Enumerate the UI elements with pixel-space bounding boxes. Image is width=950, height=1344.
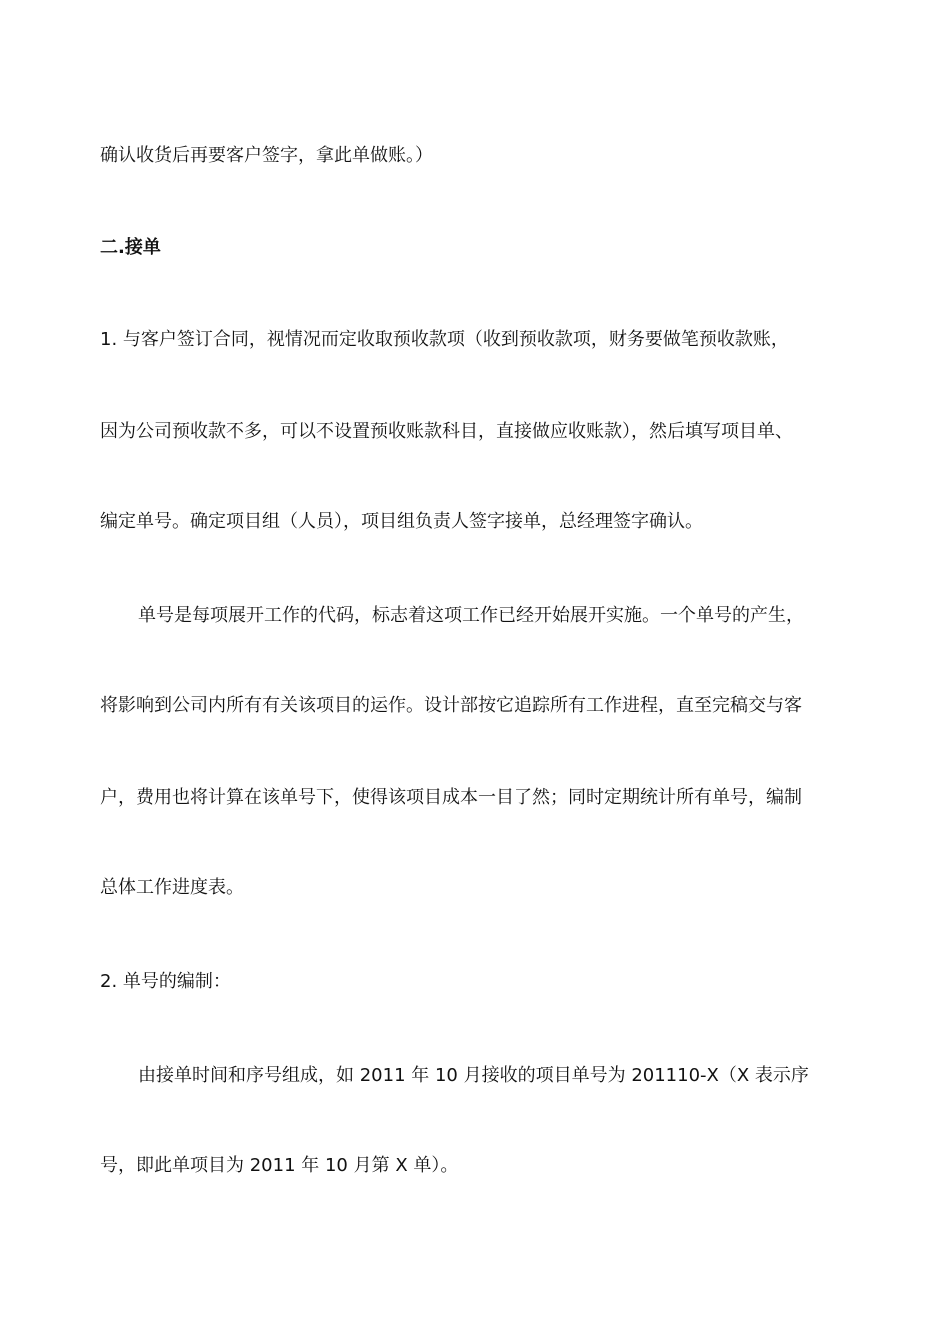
paragraph-line: 编定单号。确定项目组（人员），项目组负责人签字接单，总经理签字确认。	[100, 511, 703, 532]
paragraph-line: 确认收货后再要客户签字，拿此单做账。）	[100, 145, 433, 166]
paragraph-line: 单号是每项展开工作的代码，标志着这项工作已经开始展开实施。一个单号的产生，	[138, 605, 804, 626]
section-heading: 二.接单	[100, 237, 161, 258]
paragraph-line: 总体工作进度表。	[100, 877, 244, 898]
paragraph-line: 号，即此单项目为 2011 年 10 月第 X 单）。	[100, 1155, 459, 1176]
paragraph-line: 2. 单号的编制：	[100, 971, 231, 992]
paragraph-line: 将影响到公司内所有有关该项目的运作。设计部按它追踪所有工作进程，直至完稿交与客	[100, 695, 802, 716]
paragraph-line: 户，费用也将计算在该单号下，使得该项目成本一目了然；同时定期统计所有单号，编制	[100, 787, 802, 808]
paragraph-line: 由接单时间和序号组成，如 2011 年 10 月接收的项目单号为 201110-X（X 表示序	[138, 1065, 809, 1086]
paragraph-line: 1. 与客户签订合同，视情况而定收取预收款项（收到预收款项，财务要做笔预收款账，	[100, 329, 789, 350]
paragraph-line: 因为公司预收款不多，可以不设置预收账款科目，直接做应收账款），然后填写项目单、	[100, 421, 793, 442]
